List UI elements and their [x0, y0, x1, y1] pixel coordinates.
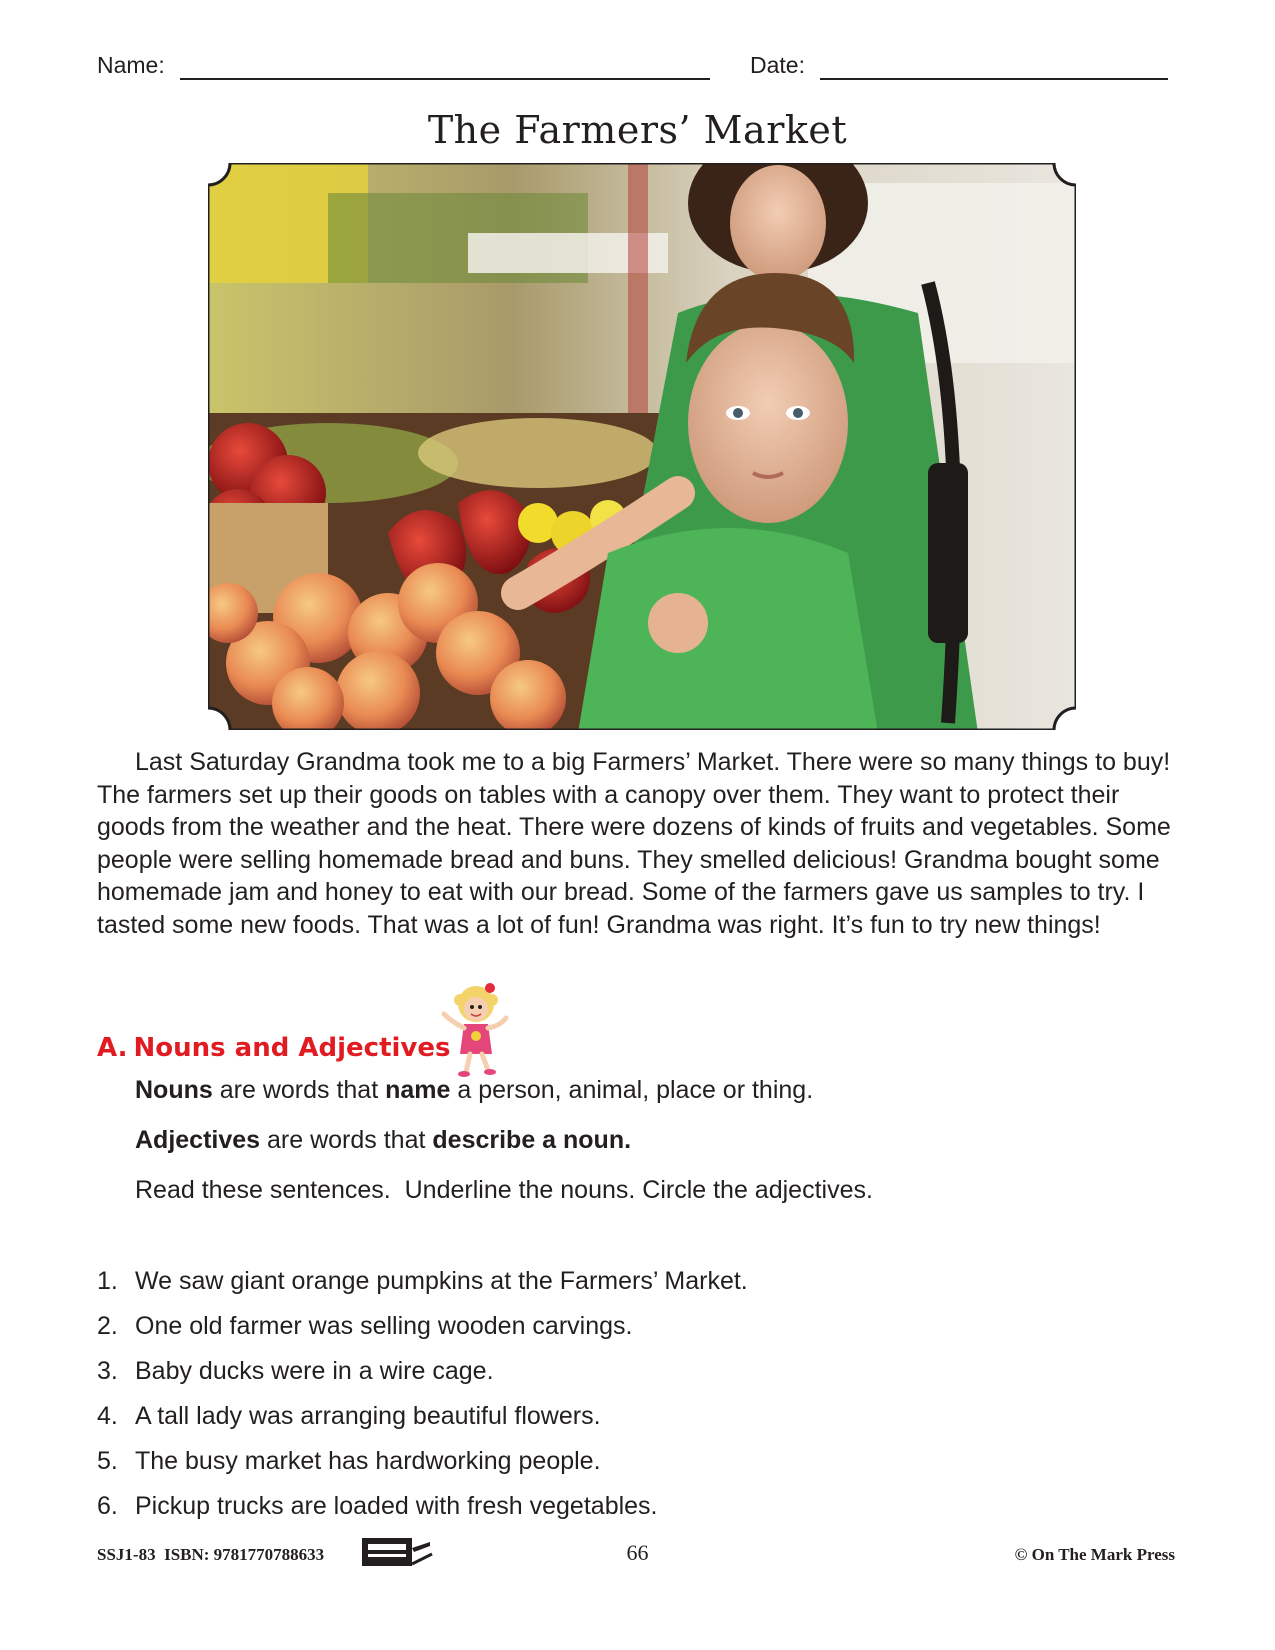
list-item — [97, 1266, 1097, 1311]
item-number: 6. — [97, 1492, 118, 1520]
item-number: 1. — [97, 1267, 118, 1295]
nouns-definition-end: a person, animal, place or thing. — [457, 1076, 814, 1104]
item-sentence[interactable]: The busy market has hardworking people. — [135, 1447, 601, 1475]
list-item — [97, 1446, 1097, 1491]
item-number: 4. — [97, 1402, 118, 1430]
nouns-key: name — [385, 1076, 451, 1104]
section-title: Nouns and Adjectives — [133, 1033, 451, 1063]
nouns-definition — [135, 1076, 813, 1105]
list-item — [97, 1401, 1097, 1446]
name-label: Name: — [97, 52, 165, 78]
girl-mascot-icon — [440, 982, 510, 1080]
adjectives-key: describe a noun. — [432, 1126, 632, 1154]
section-heading — [97, 1033, 450, 1063]
page-number: 66 — [626, 1540, 649, 1565]
adjectives-definition — [135, 1126, 631, 1155]
page-title: The Farmers’ Market — [427, 108, 848, 152]
instructions: Read these sentences. Underline the nouns. Circle the adjectives. — [135, 1176, 873, 1204]
nouns-definition-mid: are words that — [219, 1076, 379, 1104]
story-paragraph: Last Saturday Grandma took me to a big Farmers’ Market. There were so many things to buy! The farmers set up their goods on tables with a canopy over them. They want to protect their goods from the weather and the heat. There were dozens of kinds of fruits and vegetables. Some people were selling homemade bread and buns. They smelled delicious! Grandma bought some homemade jam and honey to eat with our bread. Some of the farmers gave us samples to try. I tasted some new foods. That was a lot of fun! Grandma was right. It’s fun to try new things! — [97, 748, 1171, 939]
copyright: © On The Mark Press — [1014, 1545, 1175, 1564]
item-number: 3. — [97, 1357, 118, 1385]
date-blank-line[interactable] — [820, 78, 1168, 80]
list-item — [97, 1356, 1097, 1401]
farmers-market-photo — [208, 163, 1076, 730]
item-sentence[interactable]: Pickup trucks are loaded with fresh vegetables. — [135, 1492, 658, 1520]
list-item — [97, 1311, 1097, 1356]
nouns-term: Nouns — [135, 1076, 213, 1104]
name-blank-line[interactable] — [180, 78, 710, 80]
sentence-list — [97, 1266, 1097, 1536]
item-sentence[interactable]: Baby ducks were in a wire cage. — [135, 1357, 494, 1385]
date-label: Date: — [750, 52, 805, 78]
item-sentence[interactable]: A tall lady was arranging beautiful flowers. — [135, 1402, 601, 1430]
adjectives-term: Adjectives — [135, 1126, 261, 1154]
item-sentence[interactable]: We saw giant orange pumpkins at the Farmers’ Market. — [135, 1267, 748, 1295]
list-item — [97, 1491, 1097, 1536]
item-sentence[interactable]: One old farmer was selling wooden carvings. — [135, 1312, 633, 1340]
item-number: 5. — [97, 1447, 118, 1475]
item-number: 2. — [97, 1312, 118, 1340]
book-code: SSJ1-83 — [97, 1545, 156, 1564]
section-letter: A. — [97, 1033, 128, 1063]
isbn: ISBN: 9781770788633 — [164, 1545, 325, 1564]
adjectives-definition-mid: are words that — [267, 1126, 426, 1154]
